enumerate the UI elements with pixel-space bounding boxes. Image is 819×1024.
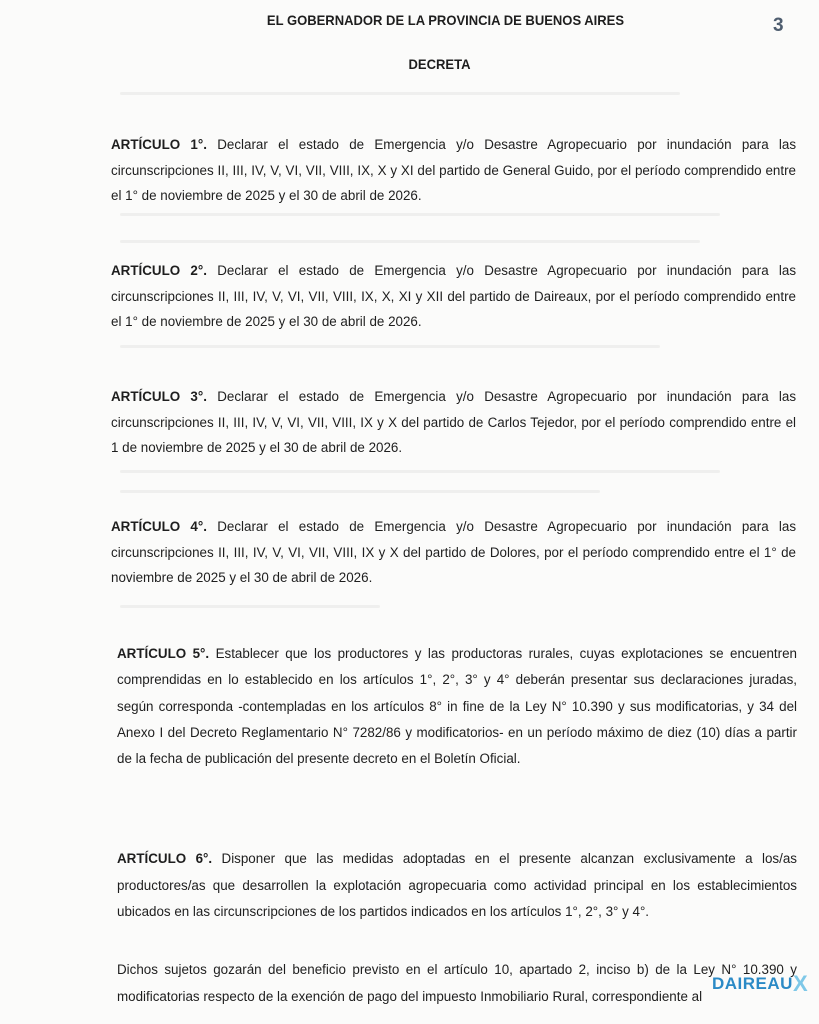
- article-text: Disponer que las medidas adoptadas en el presente alcanzan exclusivamente a los/as productores/as que desarrollen la explotación agropecuaria como actividad principal en los establecimientos ubicados en las circunscripciones de los partidos indicados en los artículos 1°, 2°, 3° y 4°.: [117, 851, 797, 919]
- article-label: ARTÍCULO 1°.: [111, 137, 207, 152]
- article-text: Declarar el estado de Emergencia y/o Desastre Agropecuario por inundación para las circunscripciones II, III, IV, V, VI, VII, VIII, IX, X, XI y XII del partido de Daireaux, por el período comprendido entre el 1° de noviembre de 2025 y el 30 de abril de 2026.: [111, 263, 797, 329]
- x-logo-icon: X: [792, 971, 809, 996]
- bleed-through-line: [120, 240, 700, 243]
- article-2: [111, 258, 796, 335]
- bleed-through-line: [120, 345, 660, 348]
- article-1: [111, 132, 796, 209]
- article-4: [111, 514, 796, 591]
- article-label: ARTÍCULO 6°.: [117, 851, 213, 866]
- document-subheading: DECRETA: [408, 56, 471, 72]
- article-text: Declarar el estado de Emergencia y/o Desastre Agropecuario por inundación para las circunscripciones II, III, IV, V, VI, VII, VIII, IX y X del partido de Dolores, por el período comprendido entre el 1° de noviembre de 2025 y el 30 de abril de 2026.: [111, 519, 797, 585]
- article-label: ARTÍCULO 5°.: [117, 646, 210, 661]
- bleed-through-line: [120, 92, 680, 95]
- page-number: 3: [773, 15, 784, 36]
- bleed-through-line: [120, 213, 720, 216]
- watermark-text: DAIREAU: [712, 974, 793, 993]
- document-heading: EL GOBERNADOR DE LA PROVINCIA DE BUENOS AIRES: [266, 12, 625, 28]
- daireaux-watermark-logo: [712, 969, 808, 995]
- article-text: Establecer que los productores y las productoras rurales, cuyas explotaciones se encuentren comprendidas en lo establecido en los artículos 1°, 2°, 3° y 4° deberán presentar sus declaraciones juradas, según corresponda -contempladas en los artículos 8° in fine de la Ley N° 10.390 y sus modificatorias, y 34 del Anexo I del Decreto Reglamentario N° 7282/86 y modificatorios- en un período máximo de diez (10) días a partir de la fecha de publicación del presente decreto en el Boletín Oficial.: [117, 646, 797, 767]
- bleed-through-line: [120, 605, 380, 608]
- article-label: ARTÍCULO 3°.: [111, 389, 207, 404]
- bleed-through-line: [120, 470, 720, 473]
- article-label: ARTÍCULO 2°.: [111, 263, 207, 278]
- article-3: [111, 384, 796, 461]
- article-5: [117, 641, 797, 772]
- article-6: [117, 846, 797, 926]
- article-text: Declarar el estado de Emergencia y/o Desastre Agropecuario por inundación para las circunscripciones II, III, IV, V, VI, VII, VIII, IX, X y XI del partido de General Guido, por el período comprendido entre el 1° de noviembre de 2025 y el 30 de abril de 2026.: [111, 137, 797, 203]
- closing-paragraph: Dichos sujetos gozarán del beneficio previsto en el artículo 10, apartado 2, inciso b) de la Ley N° 10.390 y modificatorias respecto de la exención de pago del impuesto Inmobiliario Rural, correspondiente al: [117, 962, 797, 1004]
- bleed-through-line: [120, 490, 600, 493]
- article-text: Declarar el estado de Emergencia y/o Desastre Agropecuario por inundación para las circunscripciones II, III, IV, V, VI, VII, VIII, IX y X del partido de Carlos Tejedor, por el período comprendido entre el 1 de noviembre de 2025 y el 30 de abril de 2026.: [111, 389, 797, 455]
- article-label: ARTÍCULO 4°.: [111, 519, 207, 534]
